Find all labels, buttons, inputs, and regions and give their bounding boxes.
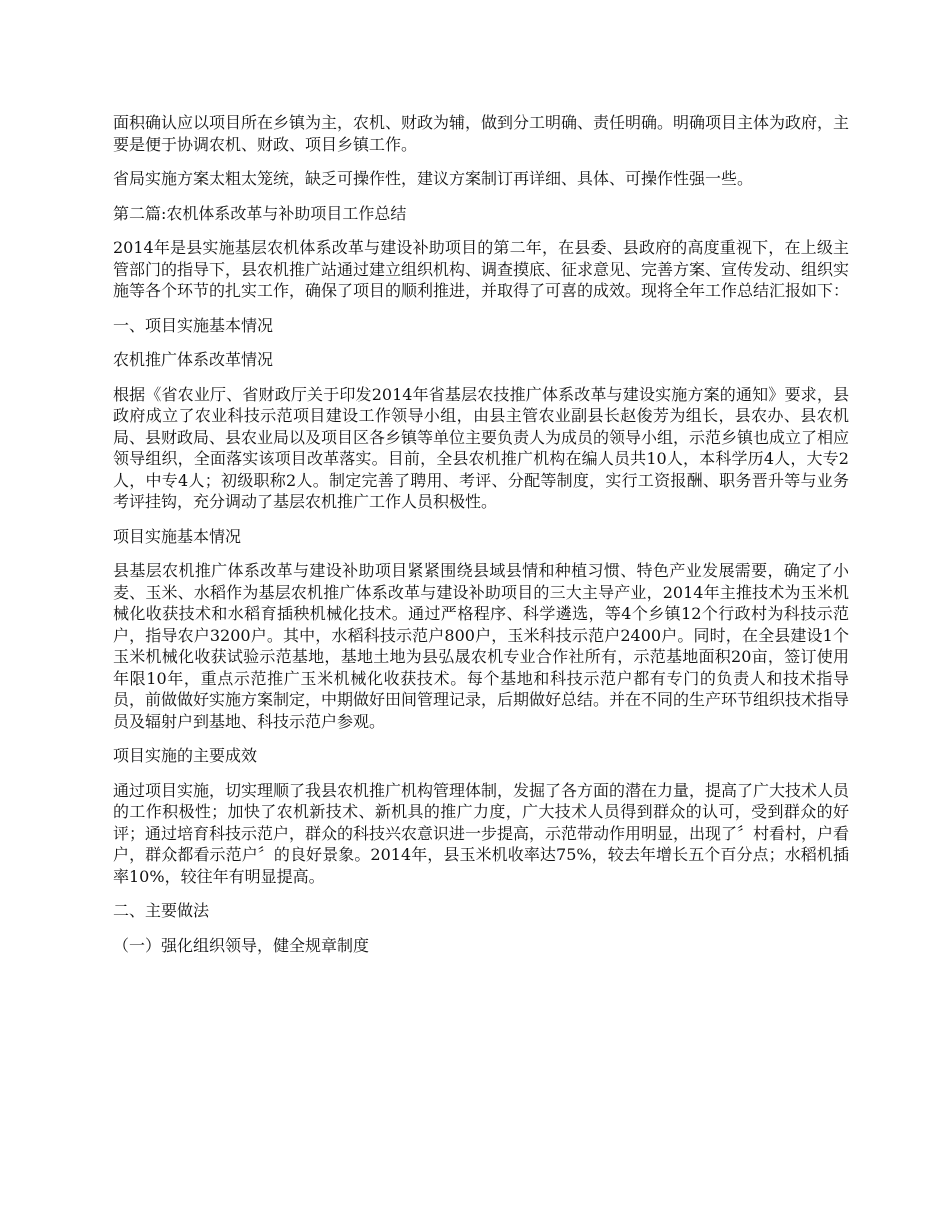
heading-basic-situation: 一、项目实施基本情况 [113,315,274,335]
heading-main-practices: 二、主要做法 [113,901,210,920]
subheading-project-situation: 项目实施基本情况 [113,526,242,546]
document-body [113,112,849,969]
section-title-part-two: 第二篇:农机体系改革与补助项目工作总结 [113,203,407,223]
paragraph-results-details: 通过项目实施，切实理顺了我县农机推广机构管理体制，发掘了各方面的潜在力量，提高了广大技术人员的工作积极性；加快了农机新技术、新机具的推广力度，广大技术人员得到群众的认可，受到群众的好评；通过培育科技示范户，群众的科技兴农意识进一步提高，示范带动作用明显，出现了〞村看村，户看户，群众都看示范户〞的良好景象。2014年，县玉米机收率达75%，较去年增长五个百分点；水稻机插率10%，较往年有明显提高。 [113,780,850,886]
paragraph-plan-suggestion: 省局实施方案太粗太笼统，缺乏可操作性，建议方案制订再详细、具体、可操作性强一些。 [113,169,754,188]
paragraph-summary-intro: 2014年是县实施基层农机体系改革与建设补助项目的第二年，在县委、县政府的高度重视下，在上级主管部门的指导下，县农机推广站通过建立组织机构、调查摸底、征求意见、完善方案、宣传发动、组织实施等各个环节的扎实工作，确保了项目的顺利推进，并取得了可喜的成效。现将全年工作总结汇报如下： [113,238,850,300]
subheading-organization-leadership: （一）强化组织领导，健全规章制度 [113,935,370,955]
paragraph-project-details: 县基层农机推广体系改革与建设补助项目紧紧围绕县域县情和种植习惯、特色产业发展需要，确定了小麦、玉米、水稻作为基层农机推广体系改革与建设补助项目的三大主导产业，2014年主推技术为玉米机械化收获技术和水稻育插秧机械化技术。通过严格程序、科学遴选，等4个乡镇12个行政村为科技示范户，指导农户3200户。其中，水稻科技示范户800户，玉米科技示范户2400户。同时，在全县建设1个玉米机械化收获试验示范基地，基地土地为县弘晟农机专业合作社所有，示范基地面积20亩，签订使用年限10年，重点示范推广玉米机械化收获技术。每个基地和科技示范户都有专门的负责人和技术指导员，前做做好实施方案制定，中期做好田间管理记录，后期做好总结。并在不同的生产环节组织技术指导员及辐射户到基地、科技示范户参观。 [113,561,850,731]
paragraph-reform-details: 根据《省农业厅、省财政厅关于印发2014年省基层农技推广体系改革与建设实施方案的通知》要求，县政府成立了农业科技示范项目建设工作领导小组，由县主管农业副县长赵俊芳为组长，县农办、县农机局、县财政局、县农业局以及项目区各乡镇等单位主要负责人为成员的领导小组，示范乡镇也成立了相应领导组织，全面落实该项目改革落实。目前，全县农机推广机构在编人员共10人，本科学历4人，大专2人，中专4人；初级职称2人。制定完善了聘用、考评、分配等制度，实行工资报酬、职务晋升等与业务考评挂钩，充分调动了基层农机推广工作人员积极性。 [113,384,850,511]
subheading-reform-situation: 农机推广体系改革情况 [113,350,274,369]
subheading-main-results: 项目实施的主要成效 [113,746,258,765]
paragraph-land-confirmation: 面积确认应以项目所在乡镇为主，农机、财政为辅，做到分工明确、责任明确。明确项目主体为政府，主要是便于协调农机、财政、项目乡镇工作。 [113,113,850,154]
